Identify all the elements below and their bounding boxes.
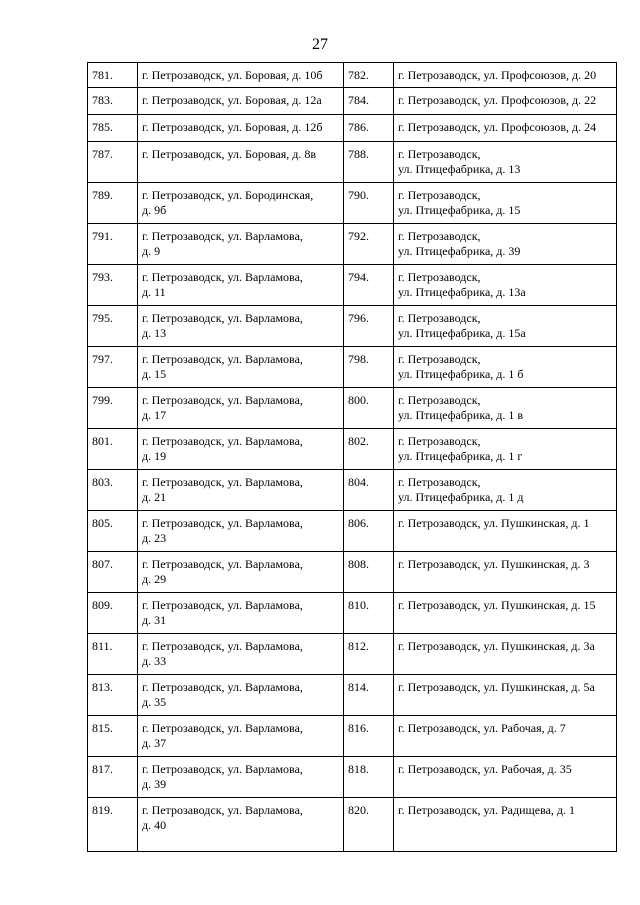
- entry-address: [138, 429, 344, 470]
- entry-address: [394, 306, 617, 347]
- address-line: д. 11: [142, 285, 166, 299]
- entry-address: [394, 511, 617, 552]
- entry-address: [394, 552, 617, 593]
- address-line: г. Петрозаводск, ул. Варламова,: [142, 393, 303, 407]
- address-line: г. Петрозаводск, ул. Профсоюзов, д. 24: [398, 120, 597, 134]
- table-row: [88, 388, 617, 429]
- address-line: ул. Птицефабрика, д. 13а: [398, 285, 526, 299]
- address-line: д. 37: [142, 736, 167, 750]
- entry-number: 799.: [88, 388, 138, 429]
- entry-address: [138, 142, 344, 183]
- entry-number: 797.: [88, 347, 138, 388]
- entry-address: [138, 265, 344, 306]
- address-line: г. Петрозаводск, ул. Варламова,: [142, 598, 303, 612]
- table-row: [88, 63, 617, 88]
- entry-address: [138, 306, 344, 347]
- entry-number: 818.: [344, 757, 394, 798]
- table-row: [88, 115, 617, 142]
- address-line: д. 21: [142, 490, 167, 504]
- entry-address: [138, 347, 344, 388]
- entry-address: [394, 798, 617, 852]
- entry-address: [394, 142, 617, 183]
- address-line: ул. Птицефабрика, д. 39: [398, 244, 521, 258]
- table-row: [88, 716, 617, 757]
- address-line: г. Петрозаводск,: [398, 311, 481, 325]
- address-line: д. 29: [142, 572, 167, 586]
- table-row: [88, 306, 617, 347]
- entry-address: [394, 757, 617, 798]
- address-line: ул. Птицефабрика, д. 1 в: [398, 408, 524, 422]
- address-line: г. Петрозаводск, ул. Рабочая, д. 7: [398, 721, 566, 735]
- table-row: [88, 634, 617, 675]
- address-line: г. Петрозаводск,: [398, 147, 481, 161]
- address-line: ул. Птицефабрика, д. 15: [398, 203, 521, 217]
- entry-address: [138, 798, 344, 852]
- address-line: ул. Птицефабрика, д. 13: [398, 162, 521, 176]
- table-row: [88, 265, 617, 306]
- entry-number: 787.: [88, 142, 138, 183]
- address-line: г. Петрозаводск, ул. Варламова,: [142, 434, 303, 448]
- address-line: д. 17: [142, 408, 167, 422]
- address-line: д. 35: [142, 695, 167, 709]
- entry-number: 800.: [344, 388, 394, 429]
- entry-number: 810.: [344, 593, 394, 634]
- address-line: д. 15: [142, 367, 167, 381]
- address-line: д. 40: [142, 818, 167, 832]
- entry-number: 790.: [344, 183, 394, 224]
- entry-number: 792.: [344, 224, 394, 265]
- entry-number: 815.: [88, 716, 138, 757]
- entry-address: [394, 675, 617, 716]
- address-line: г. Петрозаводск, ул. Варламова,: [142, 270, 303, 284]
- address-line: г. Петрозаводск, ул. Варламова,: [142, 229, 303, 243]
- entry-address: [394, 265, 617, 306]
- entry-number: 795.: [88, 306, 138, 347]
- address-line: г. Петрозаводск, ул. Пушкинская, д. 15: [398, 598, 596, 612]
- entry-number: 796.: [344, 306, 394, 347]
- entry-number: 793.: [88, 265, 138, 306]
- entry-address: [138, 757, 344, 798]
- entry-number: 816.: [344, 716, 394, 757]
- address-line: г. Петрозаводск, ул. Пушкинская, д. 3: [398, 557, 590, 571]
- entry-number: 806.: [344, 511, 394, 552]
- address-line: д. 19: [142, 449, 167, 463]
- address-line: г. Петрозаводск, ул. Рабочая, д. 35: [398, 762, 572, 776]
- entry-number: 811.: [88, 634, 138, 675]
- entry-address: [394, 634, 617, 675]
- entry-number: 820.: [344, 798, 394, 852]
- address-line: г. Петрозаводск,: [398, 352, 481, 366]
- address-line: д. 39: [142, 777, 167, 791]
- address-line: г. Петрозаводск,: [398, 229, 481, 243]
- entry-address: [138, 224, 344, 265]
- entry-number: 783.: [88, 88, 138, 115]
- entry-address: [138, 183, 344, 224]
- entry-address: [394, 347, 617, 388]
- address-line: г. Петрозаводск, ул. Радищева, д. 1: [398, 803, 576, 817]
- table-row: [88, 88, 617, 115]
- address-line: г. Петрозаводск, ул. Пушкинская, д. 3а: [398, 639, 595, 653]
- address-line: ул. Птицефабрика, д. 1 д: [398, 490, 524, 504]
- address-line: г. Петрозаводск,: [398, 188, 481, 202]
- page-number: 27: [312, 36, 328, 53]
- entry-number: 804.: [344, 470, 394, 511]
- table-row: [88, 224, 617, 265]
- entry-number: 814.: [344, 675, 394, 716]
- entry-number: 819.: [88, 798, 138, 852]
- address-line: д. 31: [142, 613, 167, 627]
- entry-address: [394, 115, 617, 142]
- entry-address: [394, 470, 617, 511]
- entry-number: 809.: [88, 593, 138, 634]
- entry-address: [394, 716, 617, 757]
- entry-address: [394, 388, 617, 429]
- address-line: г. Петрозаводск, ул. Боровая, д. 12а: [142, 93, 322, 107]
- address-line: г. Петрозаводск, ул. Варламова,: [142, 762, 303, 776]
- address-line: г. Петрозаводск, ул. Варламова,: [142, 803, 303, 817]
- address-line: г. Петрозаводск, ул. Профсоюзов, д. 20: [398, 68, 597, 82]
- entry-address: [394, 183, 617, 224]
- address-line: ул. Птицефабрика, д. 15а: [398, 326, 526, 340]
- entry-address: [138, 88, 344, 115]
- table-row: [88, 142, 617, 183]
- entry-number: 798.: [344, 347, 394, 388]
- entry-number: 817.: [88, 757, 138, 798]
- address-line: г. Петрозаводск, ул. Боровая, д. 8в: [142, 147, 316, 161]
- entry-number: 785.: [88, 115, 138, 142]
- table-row: [88, 470, 617, 511]
- table-row: [88, 757, 617, 798]
- address-table: [87, 62, 617, 852]
- entry-address: [138, 634, 344, 675]
- entry-address: [138, 716, 344, 757]
- table-row: [88, 552, 617, 593]
- entry-number: 784.: [344, 88, 394, 115]
- entry-address: [138, 552, 344, 593]
- address-line: д. 9: [142, 244, 161, 258]
- entry-address: [138, 470, 344, 511]
- entry-address: [138, 63, 344, 88]
- entry-number: 803.: [88, 470, 138, 511]
- entry-number: 786.: [344, 115, 394, 142]
- address-line: д. 33: [142, 654, 167, 668]
- address-line: г. Петрозаводск, ул. Варламова,: [142, 639, 303, 653]
- entry-number: 812.: [344, 634, 394, 675]
- address-line: г. Петрозаводск, ул. Варламова,: [142, 475, 303, 489]
- entry-address: [394, 429, 617, 470]
- table-row: [88, 429, 617, 470]
- table-row: [88, 675, 617, 716]
- address-line: г. Петрозаводск, ул. Варламова,: [142, 516, 303, 530]
- entry-address: [138, 675, 344, 716]
- entry-number: 781.: [88, 63, 138, 88]
- entry-number: 791.: [88, 224, 138, 265]
- entry-address: [394, 224, 617, 265]
- address-line: г. Петрозаводск,: [398, 393, 481, 407]
- address-line: д. 9б: [142, 203, 167, 217]
- address-table-body: [88, 63, 617, 852]
- entry-number: 794.: [344, 265, 394, 306]
- table-row: [88, 593, 617, 634]
- entry-number: 788.: [344, 142, 394, 183]
- address-line: г. Петрозаводск, ул. Варламова,: [142, 311, 303, 325]
- entry-address: [138, 511, 344, 552]
- table-row: [88, 511, 617, 552]
- address-line: г. Петрозаводск, ул. Профсоюзов, д. 22: [398, 93, 597, 107]
- address-line: д. 23: [142, 531, 167, 545]
- address-line: ул. Птицефабрика, д. 1 б: [398, 367, 524, 381]
- entry-address: [138, 388, 344, 429]
- table-row: [88, 347, 617, 388]
- address-line: г. Петрозаводск, ул. Варламова,: [142, 557, 303, 571]
- entry-number: 801.: [88, 429, 138, 470]
- entry-number: 805.: [88, 511, 138, 552]
- entry-address: [394, 63, 617, 88]
- entry-number: 813.: [88, 675, 138, 716]
- entry-number: 802.: [344, 429, 394, 470]
- entry-number: 782.: [344, 63, 394, 88]
- address-line: г. Петрозаводск, ул. Варламова,: [142, 352, 303, 366]
- entry-number: 808.: [344, 552, 394, 593]
- address-line: г. Петрозаводск, ул. Боровая, д. 12б: [142, 120, 323, 134]
- entry-address: [394, 593, 617, 634]
- address-line: г. Петрозаводск, ул. Варламова,: [142, 721, 303, 735]
- address-line: г. Петрозаводск,: [398, 270, 481, 284]
- address-line: г. Петрозаводск, ул. Пушкинская, д. 1: [398, 516, 590, 530]
- address-line: д. 13: [142, 326, 167, 340]
- entry-address: [138, 593, 344, 634]
- address-line: ул. Птицефабрика, д. 1 г: [398, 449, 523, 463]
- entry-address: [138, 115, 344, 142]
- table-row: [88, 798, 617, 852]
- address-line: г. Петрозаводск, ул. Бородинская,: [142, 188, 314, 202]
- entry-number: 789.: [88, 183, 138, 224]
- address-line: г. Петрозаводск,: [398, 475, 481, 489]
- address-line: г. Петрозаводск,: [398, 434, 481, 448]
- entry-address: [394, 88, 617, 115]
- address-line: г. Петрозаводск, ул. Боровая, д. 10б: [142, 68, 323, 82]
- address-line: г. Петрозаводск, ул. Пушкинская, д. 5а: [398, 680, 595, 694]
- address-line: г. Петрозаводск, ул. Варламова,: [142, 680, 303, 694]
- entry-number: 807.: [88, 552, 138, 593]
- table-row: [88, 183, 617, 224]
